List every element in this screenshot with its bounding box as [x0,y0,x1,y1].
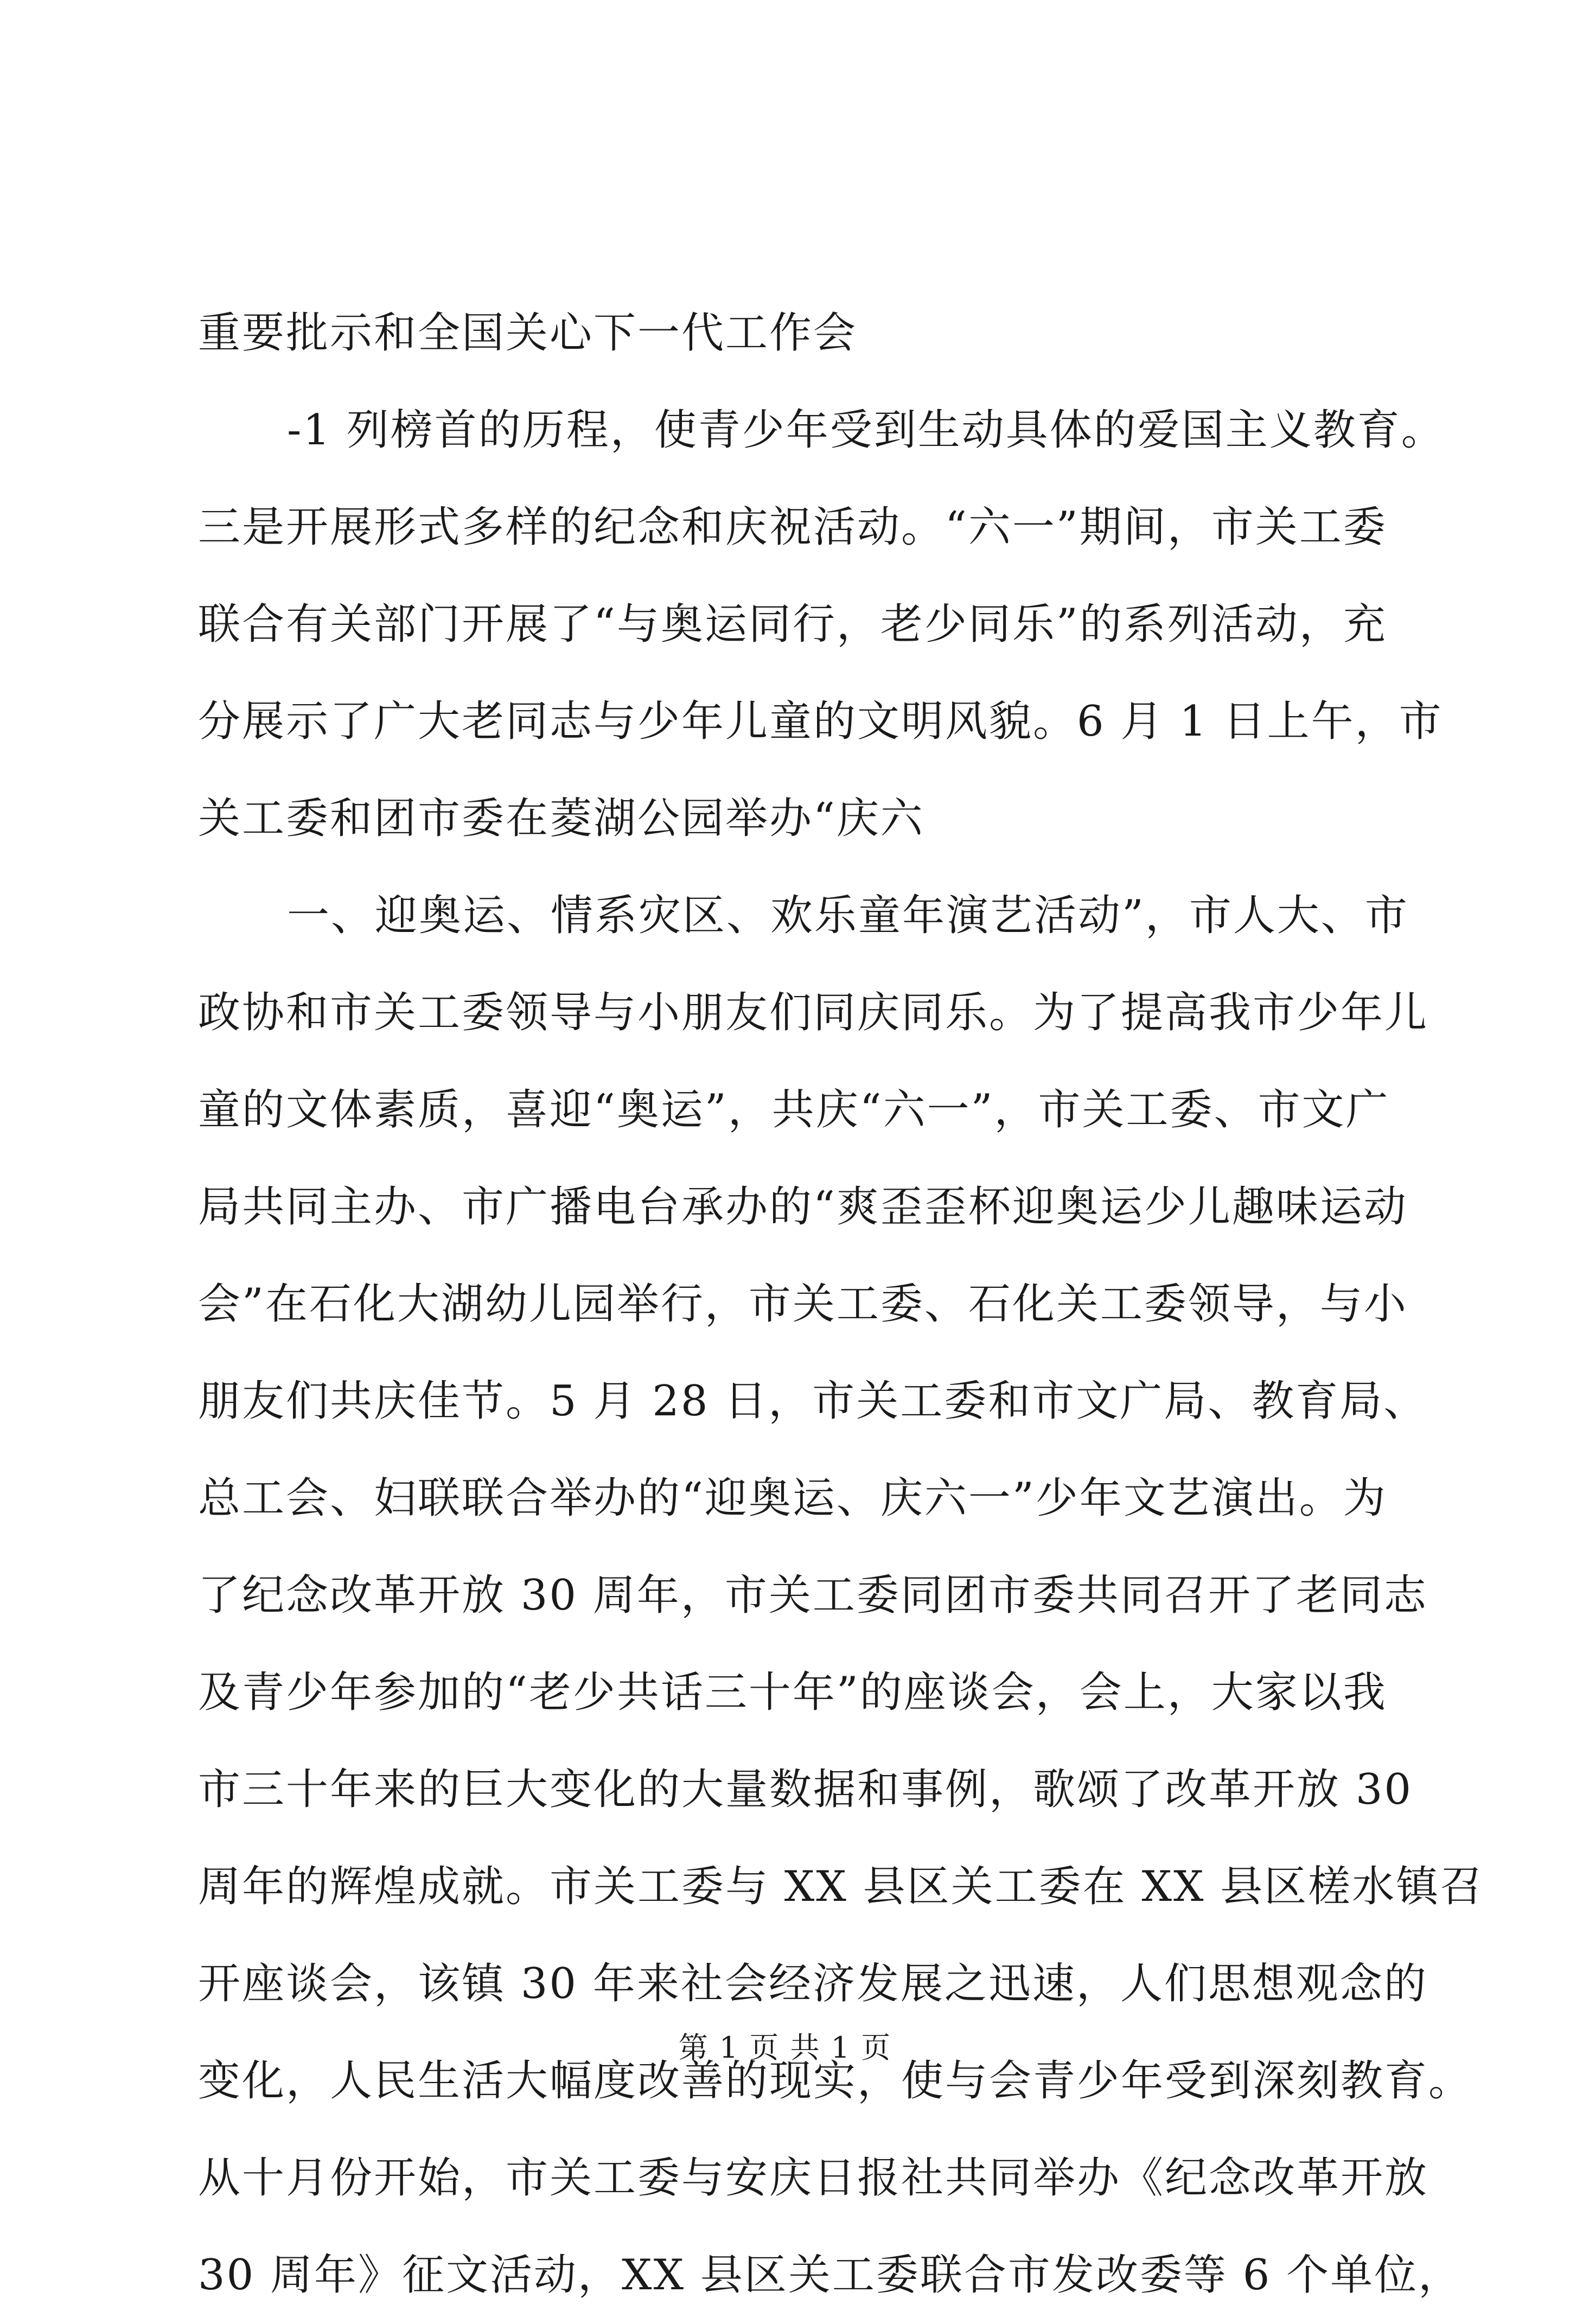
text-line: 一、迎奥运、情系灾区、欢乐童年演艺活动”，市人大、市 [287,891,1409,940]
text-line: 局共同主办、市广播电台承办的“爽歪歪杯迎奥运少儿趣味运动 [198,1183,1408,1231]
text-line: 朋友们共庆佳节。5 月 28 日，市关工委和市文广局、教育局、 [198,1377,1428,1426]
text-line: 变化，人民生活大幅度改善的现实，使与会青少年受到深刻教育。 [198,2057,1473,2105]
text-line: 分展示了广大老同志与少年儿童的文明风貌。6 月 1 日上午，市 [198,697,1443,746]
text-line: 30 周年》征文活动，XX 县区关工委联合市发改委等 6 个单位， [198,2251,1463,2300]
text-line: 开座谈会，该镇 30 年来社会经济发展之迅速，人们思想观念的 [198,1959,1428,2008]
text-line: 从十月份开始，市关工委与安庆日报社共同举办《纪念改革开放 [198,2154,1429,2202]
text-line: 联合有关部门开展了“与奥运同行，老少同乐”的系列活动，充 [198,600,1387,649]
text-line: 了纪念改革开放 30 周年，市关工委同团市委共同召开了老同志 [198,1571,1428,1620]
text-line: 总工会、妇联联合举办的“迎奥运、庆六一”少年文艺演出。为 [198,1474,1387,1523]
text-line: 市三十年来的巨大变化的大量数据和事例，歌颂了改革开放 30 [198,1765,1413,1814]
text-line: 关工委和团市委在菱湖公园举办“庆六 [198,794,924,843]
text-line: 重要批示和全国关心下一代工作会 [198,309,858,357]
text-line: 周年的辉煌成就。市关工委与 XX 县区关工委在 XX 县区槎水镇召 [198,1862,1484,1911]
text-line: 三是开展形式多样的纪念和庆祝活动。“六一”期间，市关工委 [198,503,1387,552]
text-line: 童的文体素质，喜迎“奥运”，共庆“六一”，市关工委、市文广 [198,1086,1390,1134]
document-body [198,285,1484,2324]
text-line: 政协和市关工委领导与小朋友们同庆同乐。为了提高我市少年儿 [198,988,1429,1037]
text-line: 会”在石化大湖幼儿园举行，市关工委、石化关工委领导，与小 [198,1280,1408,1329]
text-line: 及青少年参加的“老少共话三十年”的座谈会，会上，大家以我 [198,1668,1387,1717]
page-number-footer: 第 1 页 共 1 页 [678,2031,892,2065]
text-line: -1 列榜首的历程，使青少年受到生动具体的爱国主义教育。 [287,406,1445,455]
